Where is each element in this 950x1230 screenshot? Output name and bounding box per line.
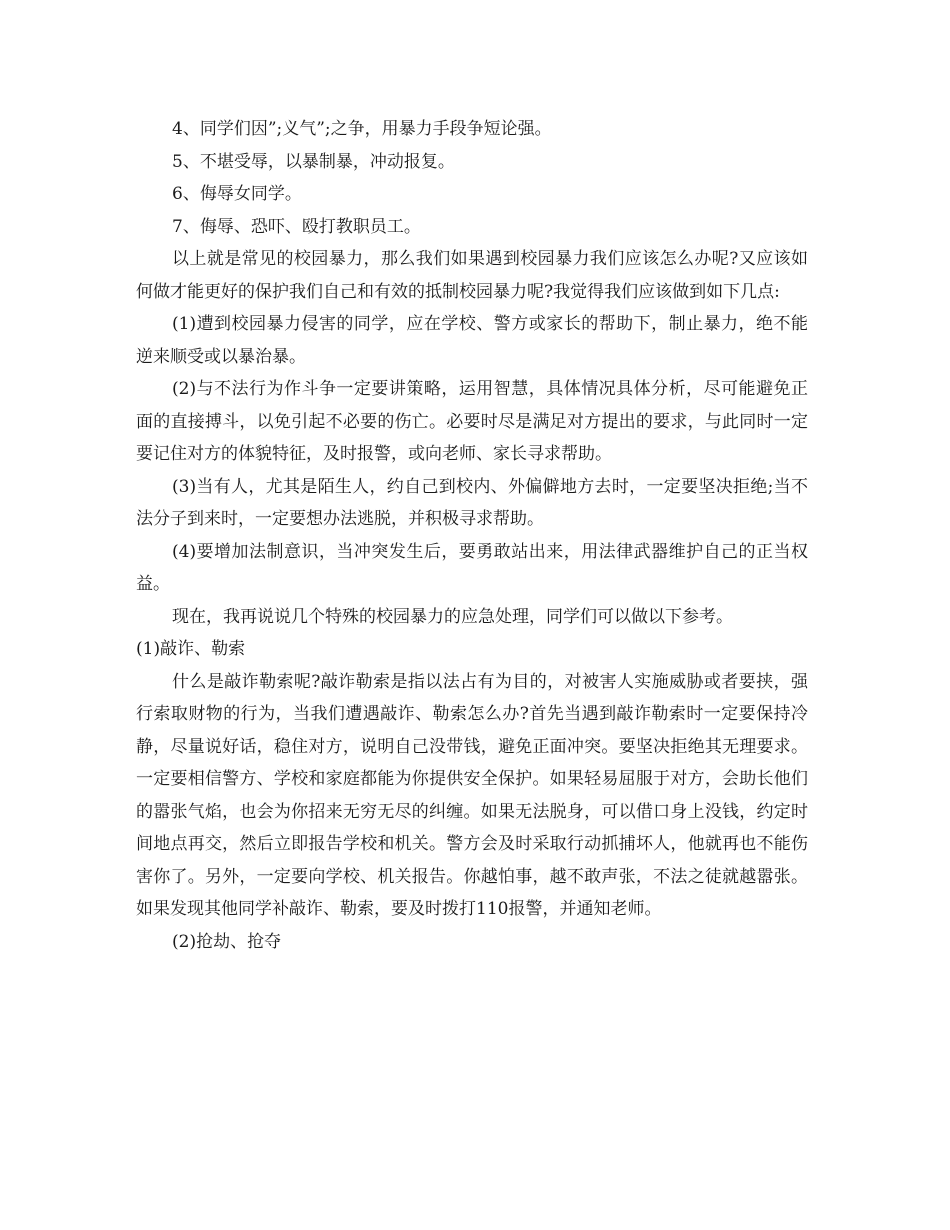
intro-paragraph: 以上就是常见的校园暴力，那么我们如果遇到校园暴力我们应该怎么办呢?又应该如何做才能更好的保护我们自己和有效的抵制校园暴力呢?我觉得我们应该做到如下几点: <box>136 249 808 302</box>
extortion-paragraph: 什么是敲诈勒索呢?敲诈勒索是指以法占有为目的，对被害人实施威胁或者要挟，强行索取财物的行为，当我们遭遇敲诈、勒索怎么办?首先当遇到敲诈勒索时一定要保持冷静，尽量说好话，稳住对方，说明自己没带钱，避免正面冲突。要坚决拒绝其无理要求。一定要相信警方、学校和家庭都能为你提供安全保护。如果轻易屈服于对方，会助长他们的嚣张气焰，也会为你招来无穷无尽的纠缠。如果无法脱身，可以借口身上没钱，约定时间地点再交，然后立即报告学校和机关。警方会及时采取行动抓捕坏人，他就再也不能伤害你了。另外，一定要向学校、机关报告。你越怕事，越不敢声张，不法之徒就越嚣张。如果发现其他同学补敲诈、勒索，要及时拨打110报警，并通知老师。 <box>136 671 808 919</box>
transition-paragraph: 现在，我再说说几个特殊的校园暴力的应急处理，同学们可以做以下参考。 <box>172 606 733 627</box>
section-heading-extortion: (1)敲诈、勒索 <box>136 639 246 659</box>
document-body <box>136 113 808 958</box>
point-4-paragraph: (4)要增加法制意识，当冲突发生后，要勇敢站出来，用法律武器维护自己的正当权益。 <box>136 541 808 594</box>
list-item-5: 5、不堪受辱，以暴制暴，冲动报复。 <box>172 151 455 172</box>
point-1-paragraph: (1)遭到校园暴力侵害的同学，应在学校、警方或家长的帮助下，制止暴力，绝不能逆来顺受或以暴治暴。 <box>136 314 808 367</box>
point-3-paragraph: (3)当有人，尤其是陌生人，约自己到校内、外偏僻地方去时，一定要坚决拒绝;当不法分子到来时，一定要想办法逃脱，并积极寻求帮助。 <box>136 476 808 529</box>
section-heading-robbery: (2)抢劫、抢夺 <box>172 931 282 952</box>
list-item-4: 4、同学们因”;义气”;之争，用暴力手段争短论强。 <box>172 119 552 139</box>
list-item-7: 7、侮辱、恐吓、殴打教职员工。 <box>172 216 421 237</box>
point-2-paragraph: (2)与不法行为作斗争一定要讲策略，运用智慧，具体情况具体分析，尽可能避免正面的直接搏斗，以免引起不必要的伤亡。必要时尽是满足对方提出的要求，与此同时一定要记住对方的体貌特征，及时报警，或向老师、家长寻求帮助。 <box>136 379 808 464</box>
list-item-6: 6、侮辱女同学。 <box>172 184 302 204</box>
